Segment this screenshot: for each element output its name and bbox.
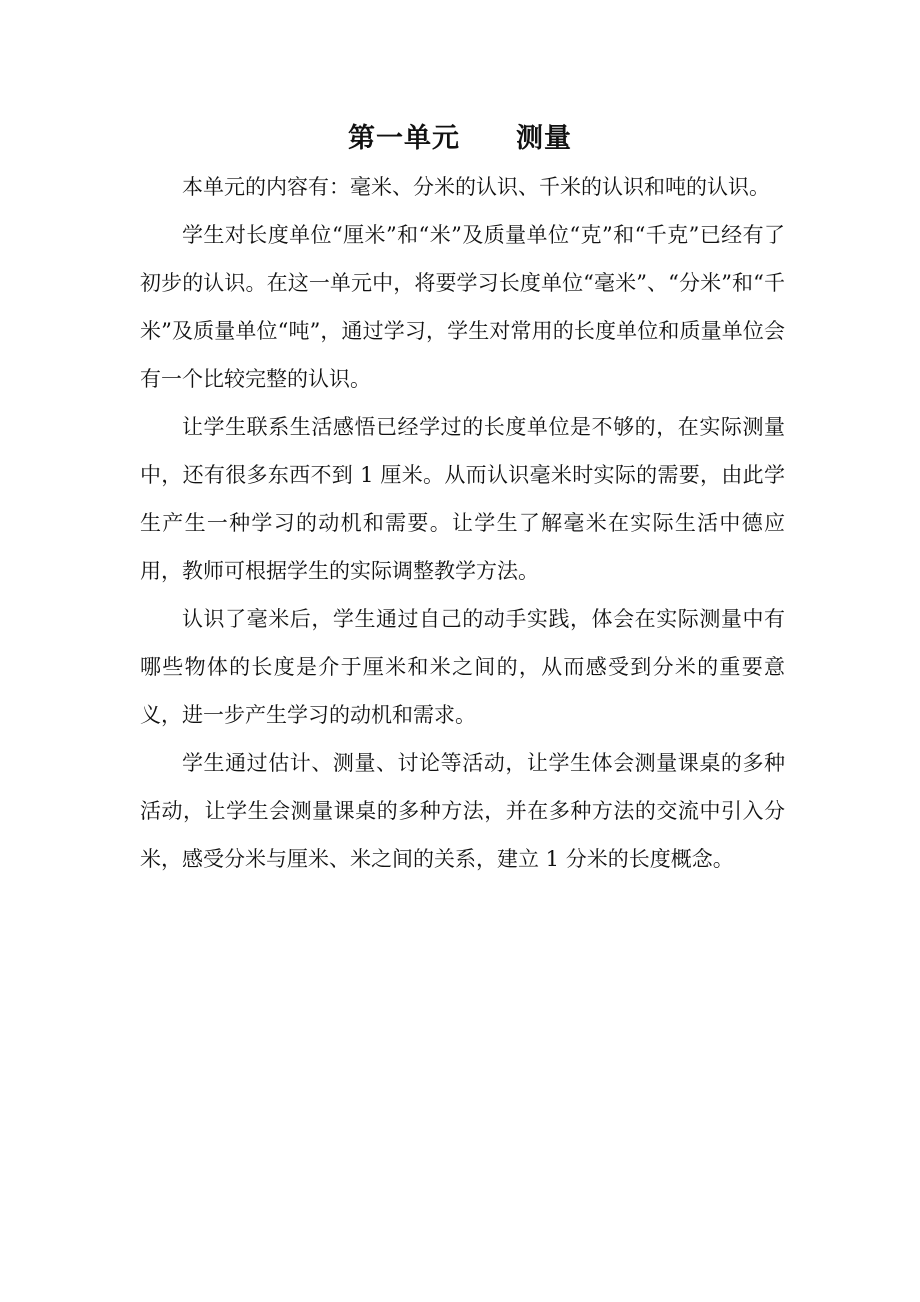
document-title: 第一单元 测量 (348, 123, 572, 154)
paragraph-2: 学生对长度单位“厘米”和“米”及质量单位“克”和“千克”已经有了初步的认识。在这一单元中，将要学习长度单位“毫米”、“分米”和“千米”及质量单位“吨”，通过学习，学生对常用的长度单位和质量单位会有一个比较完整的认识。 (140, 223, 785, 391)
paragraph-3: 让学生联系生活感悟已经学过的长度单位是不够的，在实际测量中，还有很多东西不到 1 厘米。从而认识毫米时实际的需要，由此学生产生一种学习的动机和需要。让学生了解毫米在实际生活中德应用，教师可根据学生的实际调整教学方法。 (140, 415, 785, 583)
document-body (140, 163, 785, 883)
paragraph-4: 认识了毫米后，学生通过自己的动手实践，体会在实际测量中有哪些物体的长度是介于厘米和米之间的，从而感受到分米的重要意义，进一步产生学习的动机和需求。 (140, 607, 785, 727)
paragraph-5: 学生通过估计、测量、讨论等活动，让学生体会测量课桌的多种活动，让学生会测量课桌的多种方法，并在多种方法的交流中引入分米，感受分米与厘米、米之间的关系，建立 1 分米的长度概念。 (140, 751, 785, 871)
paragraph-1: 本单元的内容有：毫米、分米的认识、千米的认识和吨的认识。 (182, 175, 770, 199)
